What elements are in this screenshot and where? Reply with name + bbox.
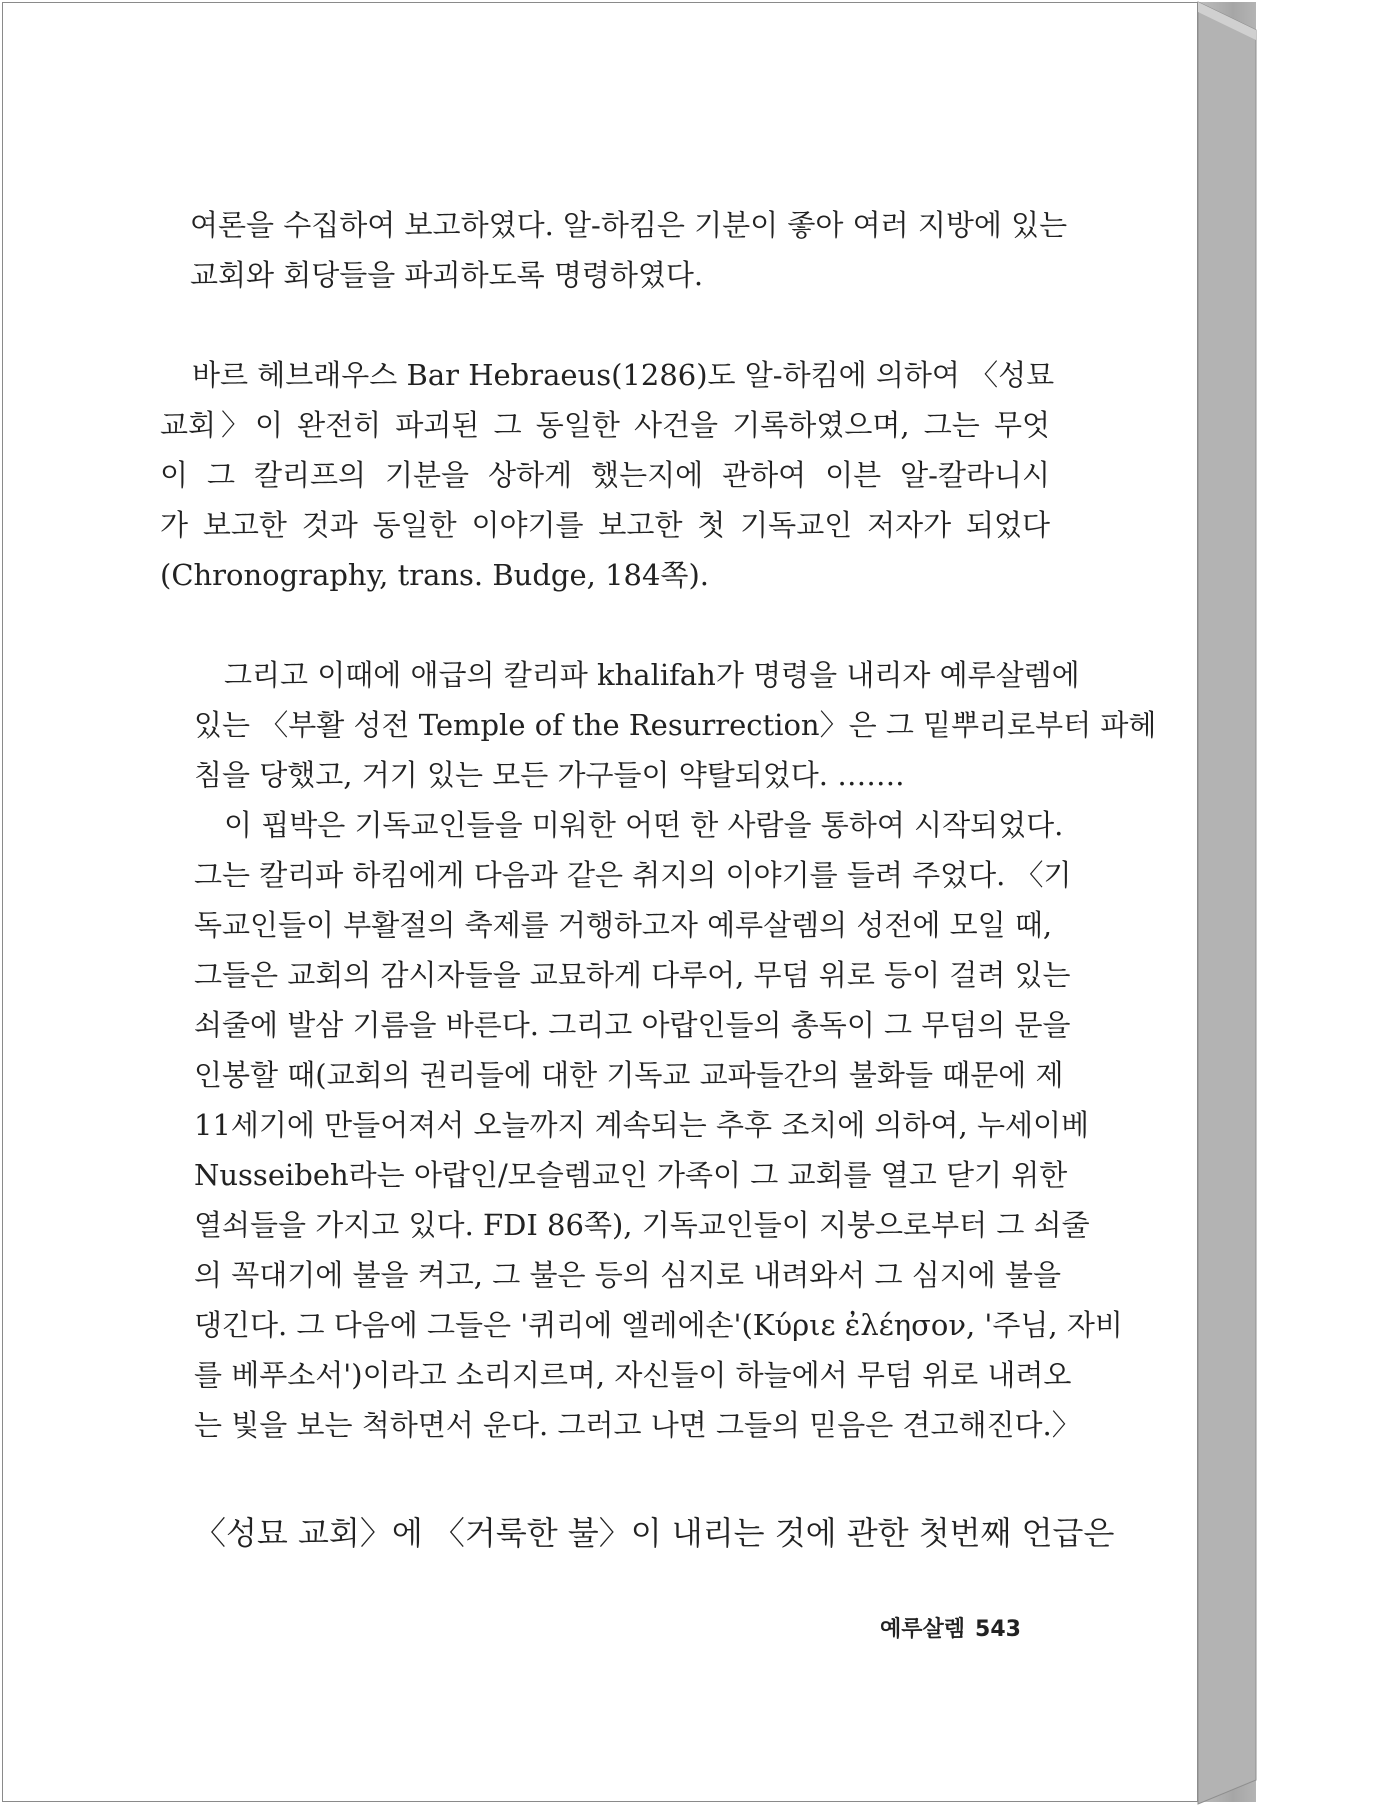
block-quote-2 — [194, 800, 1123, 1450]
text-line: 침을 당했고, 거기 있는 모든 가구들이 약탈되었다. ……. — [194, 758, 905, 792]
text-line: 열쇠들을 가지고 있다. FDI 86쪽), 기독교인들이 지붕으로부터 그 쇠줄 — [194, 1208, 1090, 1242]
text-line: 인봉할 때(교회의 권리들에 대한 기독교 교파들간의 불화들 때문에 제 — [194, 1058, 1064, 1092]
paragraph-3 — [194, 1508, 1115, 1558]
text-line: 여론을 수집하여 보고하였다. 알-하킴은 기분이 좋아 여러 지방에 있는 — [190, 208, 1068, 242]
page-number: 543 — [975, 1617, 1021, 1642]
text-line: 를 베푸소서')이라고 소리지르며, 자신들이 하늘에서 무덤 위로 내려오 — [194, 1358, 1072, 1392]
text-line: 그는 칼리파 하킴에게 다음과 같은 취지의 이야기를 들려 주었다. 〈기 — [194, 858, 1072, 892]
text-line: Nusseibeh라는 아랍인/모슬렘교인 가족이 그 교회를 열고 닫기 위한 — [194, 1158, 1068, 1192]
text-line: 그들은 교회의 감시자들을 교묘하게 다루어, 무덤 위로 등이 걸려 있는 — [194, 958, 1071, 992]
text-line: 그리고 이때에 애급의 칼리파 khalifah가 명령을 내리자 예루살렘에 — [224, 658, 1080, 692]
text-line: 댕긴다. 그 다음에 그들은 '퀴리에 엘레에손'(Κύριε ἐλέησον, '주님, 자비 — [194, 1308, 1123, 1342]
text-line: 이 그 칼리프의 기분을 상하게 했는지에 관하여 이븐 알-칼라니시 — [160, 458, 1050, 492]
text-line: 쇠줄에 발삼 기름을 바른다. 그리고 아랍인들의 총독이 그 무덤의 문을 — [194, 1008, 1071, 1042]
text-line: 11세기에 만들어져서 오늘까지 계속되는 추후 조치에 의하여, 누세이베 — [194, 1108, 1090, 1142]
block-quote-1 — [194, 650, 1157, 800]
text-line: 바르 헤브래우스 Bar Hebraeus(1286)도 알-하킴에 의하여 〈성묘 — [192, 358, 1055, 392]
page-footer — [880, 1612, 1021, 1643]
text-line: 가 보고한 것과 동일한 이야기를 보고한 첫 기독교인 저자가 되었다 — [160, 508, 1050, 542]
text-line: 있는 〈부활 성전 Temple of the Resurrection〉은 그 밑뿌리로부터 파헤 — [194, 708, 1157, 742]
text-line: 는 빛을 보는 척하면서 운다. 그러고 나면 그들의 믿음은 견고해진다.〉 — [194, 1408, 1081, 1442]
text-line: (Chronography, trans. Budge, 184쪽). — [160, 558, 709, 592]
text-line: 이 핍박은 기독교인들을 미워한 어떤 한 사람을 통하여 시작되었다. — [224, 808, 1064, 842]
text-line: 〈성묘 교회〉에 〈거룩한 불〉이 내리는 것에 관한 첫번째 언급은 — [194, 1514, 1115, 1552]
text-line: 의 꼭대기에 불을 켜고, 그 불은 등의 심지로 내려와서 그 심지에 불을 — [194, 1258, 1061, 1292]
text-line: 독교인들이 부활절의 축제를 거행하고자 예루살렘의 성전에 모일 때, — [194, 908, 1053, 942]
running-title: 예루살렘 — [880, 1617, 966, 1642]
text-line: 교회〉이 완전히 파괴된 그 동일한 사건을 기록하였으며, 그는 무엇 — [160, 408, 1050, 442]
text-line: 교회와 회당들을 파괴하도록 명령하였다. — [190, 258, 704, 292]
paragraph-2 — [160, 350, 1055, 600]
paragraph-1 — [160, 200, 1068, 300]
